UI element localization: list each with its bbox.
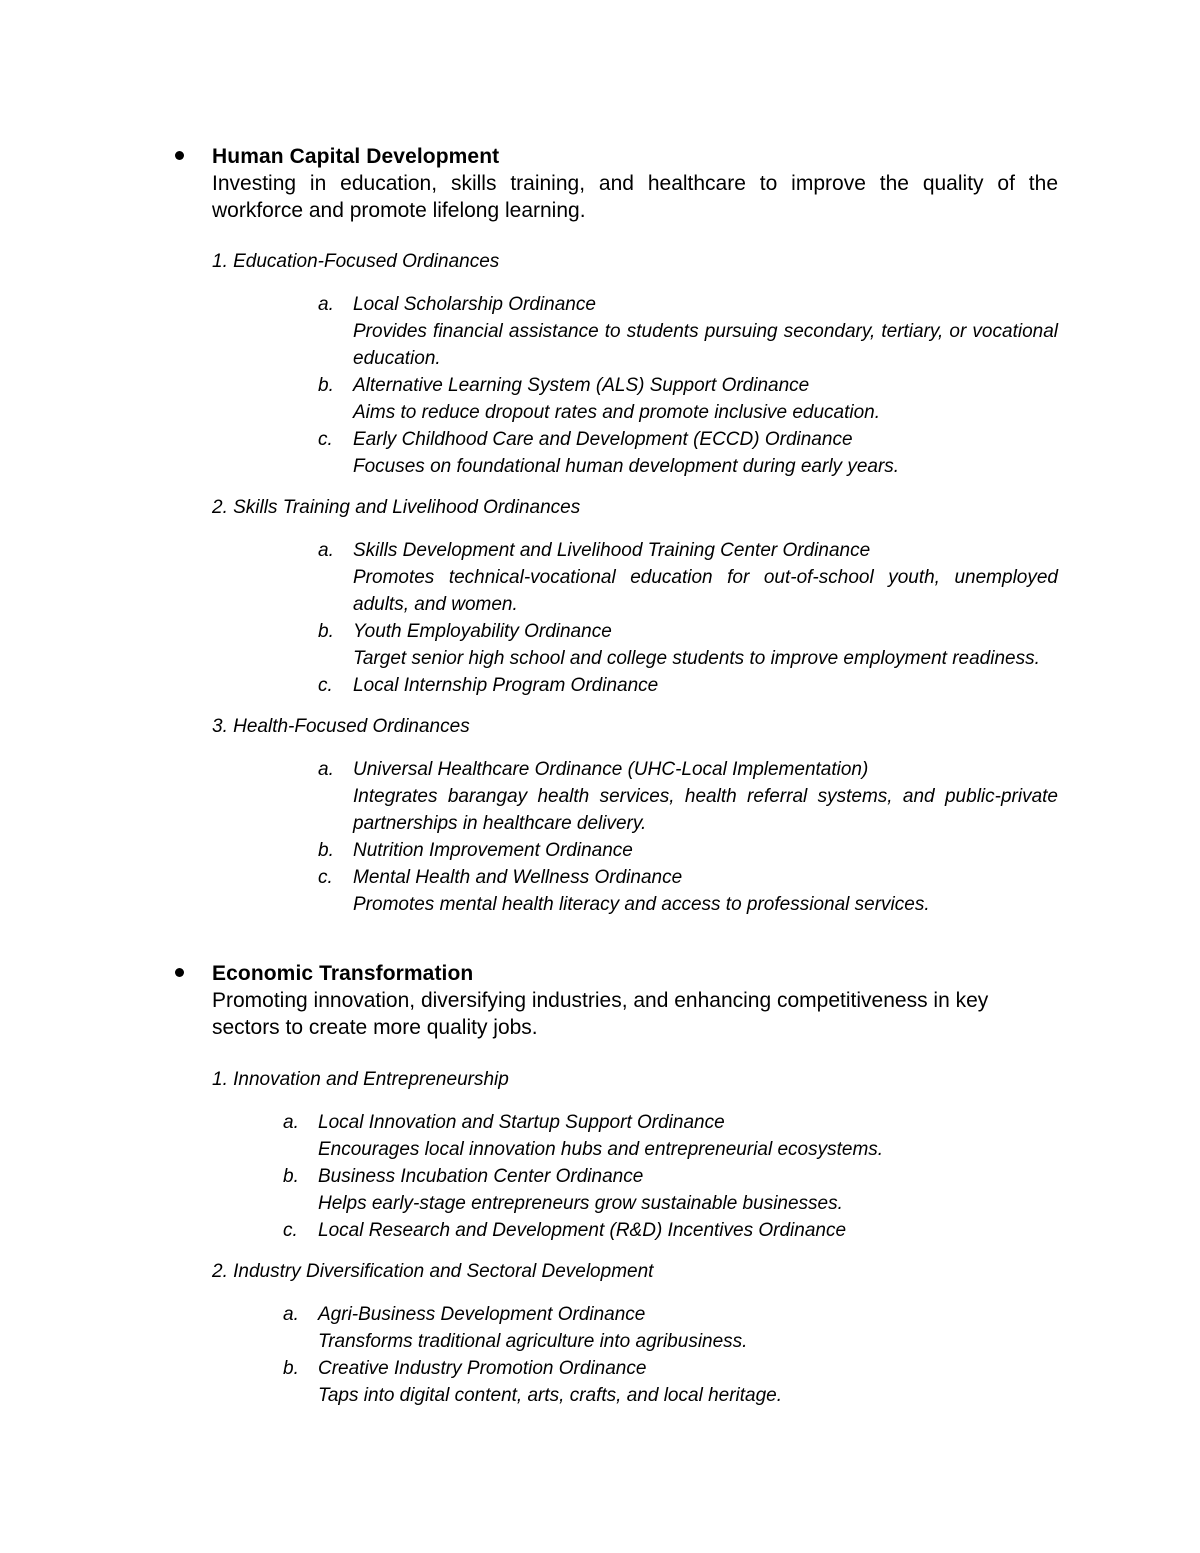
list-item [283, 1355, 1058, 1409]
ordinance-list [318, 537, 1058, 699]
group-title: 2. Skills Training and Livelihood Ordinances [212, 497, 581, 518]
ordinance-description: Integrates barangay health services, health referral systems, and public-private partnerships in healthcare delivery. [353, 786, 1058, 834]
ordinance-list [318, 291, 1058, 480]
ordinance-description: Aims to reduce dropout rates and promote inclusive education. [353, 402, 881, 423]
ordinance-title: Local Research and Development (R&D) Incentives Ordinance [318, 1220, 847, 1241]
bullet-icon [175, 151, 184, 160]
section-description: Investing in education, skills training, and healthcare to improve the quality of the workforce and promote lifelong learning. [212, 172, 1058, 222]
list-item [318, 837, 1058, 864]
section-economic-transformation [212, 960, 1058, 1409]
list-item [318, 426, 1058, 480]
ordinance-list [283, 1109, 1058, 1244]
list-item [318, 864, 1058, 918]
list-marker: c. [318, 429, 333, 450]
ordinance-title: Early Childhood Care and Development (ECCD) Ordinance [353, 429, 853, 450]
ordinance-description: Promotes technical-vocational education for out-of-school youth, unemployed adults, and women. [353, 567, 1058, 615]
list-item [318, 372, 1058, 426]
ordinance-title: Agri-Business Development Ordinance [318, 1304, 646, 1325]
ordinance-title: Universal Healthcare Ordinance (UHC-Local Implementation) [353, 759, 869, 780]
ordinance-description: Provides financial assistance to students pursuing secondary, tertiary, or vocational education. [353, 321, 1058, 369]
list-item [318, 291, 1058, 372]
ordinance-title: Business Incubation Center Ordinance [318, 1166, 644, 1187]
list-item [283, 1109, 1058, 1163]
list-marker: b. [283, 1358, 299, 1379]
ordinance-title: Mental Health and Wellness Ordinance [353, 867, 683, 888]
list-item [318, 618, 1058, 672]
ordinance-title: Creative Industry Promotion Ordinance [318, 1358, 647, 1379]
ordinance-description: Encourages local innovation hubs and entrepreneurial ecosystems. [318, 1139, 884, 1160]
ordinance-description: Target senior high school and college students to improve employment readiness. [353, 648, 1040, 669]
group-title: 2. Industry Diversification and Sectoral Development [212, 1261, 654, 1282]
section-human-capital [212, 143, 1058, 918]
ordinance-description: Focuses on foundational human development during early years. [353, 456, 900, 477]
section-title: Economic Transformation [212, 962, 474, 985]
list-marker: b. [318, 840, 334, 861]
ordinance-title: Alternative Learning System (ALS) Support Ordinance [353, 375, 810, 396]
group-title: 1. Innovation and Entrepreneurship [212, 1069, 509, 1090]
bullet-icon [175, 968, 184, 977]
ordinance-description: Taps into digital content, arts, crafts, and local heritage. [318, 1385, 783, 1406]
list-marker: b. [283, 1166, 299, 1187]
ordinance-title: Youth Employability Ordinance [353, 621, 612, 642]
list-marker: b. [318, 621, 334, 642]
list-item [283, 1163, 1058, 1217]
list-marker: c. [318, 867, 333, 888]
list-marker: c. [283, 1220, 298, 1241]
section-description: Promoting innovation, diversifying industries, and enhancing competitiveness in key sectors to create more quality jobs. [212, 989, 989, 1039]
list-item [283, 1301, 1058, 1355]
list-marker: b. [318, 375, 334, 396]
group-title: 1. Education-Focused Ordinances [212, 251, 500, 272]
ordinance-list [318, 756, 1058, 918]
list-marker: a. [283, 1112, 299, 1133]
ordinance-title: Skills Development and Livelihood Training Center Ordinance [353, 540, 871, 561]
list-item [318, 537, 1058, 618]
list-item [283, 1217, 1058, 1244]
ordinance-description: Promotes mental health literacy and access to professional services. [353, 894, 930, 915]
ordinance-title: Local Scholarship Ordinance [353, 294, 596, 315]
ordinance-title: Nutrition Improvement Ordinance [353, 840, 633, 861]
list-item [318, 756, 1058, 837]
ordinance-title: Local Innovation and Startup Support Ordinance [318, 1112, 725, 1133]
list-marker: a. [318, 759, 334, 780]
ordinance-list [283, 1301, 1058, 1409]
list-marker: a. [283, 1304, 299, 1325]
ordinance-title: Local Internship Program Ordinance [353, 675, 659, 696]
ordinance-description: Transforms traditional agriculture into agribusiness. [318, 1331, 748, 1352]
list-marker: a. [318, 294, 334, 315]
list-item [318, 672, 1058, 699]
section-title: Human Capital Development [212, 145, 500, 168]
list-marker: a. [318, 540, 334, 561]
list-marker: c. [318, 675, 333, 696]
ordinance-description: Helps early-stage entrepreneurs grow sustainable businesses. [318, 1193, 843, 1214]
group-title: 3. Health-Focused Ordinances [212, 716, 470, 737]
